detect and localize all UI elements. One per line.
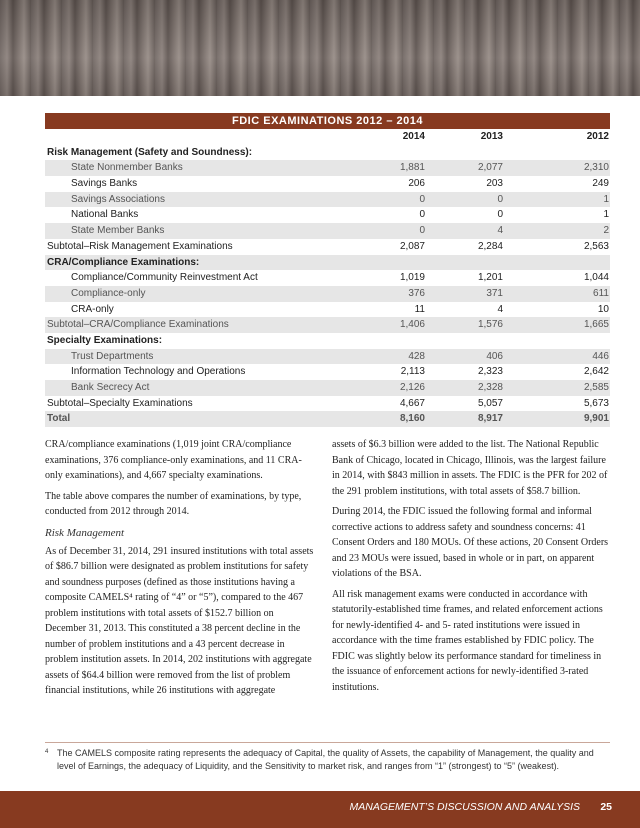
year-header: 2013	[480, 131, 503, 142]
table-row	[45, 270, 610, 286]
cell-value: 4	[497, 303, 503, 315]
cell-value: 0	[497, 193, 503, 205]
footnote-text: The CAMELS composite rating represents the adequacy of Capital, the quality of Assets, the capability of Management, the quality and level of Earnings, the adequacy of Liquidity, and the Sensitivity to market risk, and ranges from “1” (strongest) to “5” (weakest).	[57, 748, 594, 771]
cell-value: 4,667	[399, 397, 425, 409]
paragraph: assets of $6.3 billion were added to the list. The National Republic Bank of Chicago, located in Chicago, Illinois, was the largest failure in 2014, with $843 million in assets. The FDIC is the PFR for 202 of the 291 problem institutions, with total assets of $58.7 billion.	[332, 439, 608, 497]
year-header: 2012	[586, 131, 609, 142]
row-label: Subtotal–CRA/Compliance Examinations	[47, 319, 229, 331]
table-row	[45, 333, 610, 349]
paragraph: The table above compares the number of examinations, by type, conducted from 2012 through 2014.	[45, 490, 302, 517]
body-column-right	[332, 437, 610, 700]
cell-value: 611	[593, 287, 609, 299]
cell-value: 1,665	[583, 319, 609, 331]
table-row	[45, 396, 610, 412]
table-row	[45, 192, 610, 208]
cell-value: 2,087	[399, 240, 425, 252]
cell-value: 2	[603, 225, 609, 237]
cell-value: 203	[486, 178, 503, 190]
cell-value: 2,328	[477, 382, 503, 393]
footnote	[45, 747, 610, 772]
cell-value: 1,406	[399, 319, 425, 331]
row-label: National Banks	[71, 209, 139, 221]
cell-value: 2,642	[583, 366, 609, 378]
row-label: CRA/Compliance Examinations:	[47, 256, 200, 268]
row-label: Subtotal–Risk Management Examinations	[47, 240, 233, 252]
cell-value: 2,113	[400, 366, 425, 378]
cell-value: 5,057	[477, 397, 503, 409]
row-label: Trust Departments	[71, 350, 154, 362]
table-row	[45, 145, 610, 161]
cell-value: 0	[419, 193, 425, 205]
fdic-examinations-table	[45, 113, 610, 427]
table-row	[45, 223, 610, 239]
footnote-marker: 4	[45, 749, 49, 755]
cell-value: 2,585	[583, 382, 609, 393]
cell-value: 249	[592, 178, 609, 190]
cell-value: 2,077	[477, 162, 503, 174]
cell-value: 8,917	[477, 413, 503, 425]
page-footer	[0, 791, 640, 828]
cell-value: 2,126	[399, 382, 425, 393]
table-row	[45, 302, 610, 318]
table-row	[45, 239, 610, 255]
row-label: Bank Secrecy Act	[71, 382, 150, 393]
row-label: State Nonmember Banks	[71, 162, 183, 174]
table-title: FDIC EXAMINATIONS 2012 – 2014	[45, 113, 610, 129]
row-label: Savings Associations	[71, 193, 165, 205]
cell-value: 1,044	[583, 272, 609, 284]
paragraph: CRA/compliance examinations (1,019 joint CRA/compliance examinations, 376 compliance-only examinations, and 11 CRA-only examinations), and 4,667 specialty examinations.	[45, 439, 302, 481]
cell-value: 1,201	[477, 272, 503, 284]
cell-value: 0	[497, 209, 503, 221]
cell-value: 5,673	[583, 397, 609, 409]
cell-value: 2,284	[477, 240, 503, 252]
cell-value: 4	[497, 225, 503, 237]
cell-value: 1,576	[477, 319, 503, 331]
table-row	[45, 411, 610, 427]
table-body	[45, 145, 610, 427]
paragraph: During 2014, the FDIC issued the following formal and informal corrective actions to address safety and soundness concerns: 41 Consent Orders and 180 MOUs. Of these actions, 20 Consent Orders and 23 MOUs were issued, based in whole or in part, on apparent violations of the BSA.	[332, 506, 609, 579]
cell-value: 428	[408, 350, 425, 362]
row-label: Total	[47, 413, 71, 425]
cell-value: 2,563	[583, 240, 609, 252]
cell-value: 1	[603, 209, 609, 221]
table-row	[45, 255, 610, 271]
cell-value: 2,323	[477, 366, 503, 378]
cell-value: 8,160	[399, 413, 425, 425]
cell-value: 371	[486, 287, 503, 299]
table-row	[45, 364, 610, 380]
cell-value: 0	[419, 209, 425, 221]
cell-value: 0	[419, 225, 425, 237]
page-number: 25	[600, 801, 612, 813]
row-label: Specialty Examinations:	[47, 334, 163, 346]
row-label: CRA-only	[71, 303, 114, 315]
footer-section-title: MANAGEMENT’S DISCUSSION AND ANALYSIS	[349, 801, 580, 813]
row-label: State Member Banks	[71, 225, 165, 237]
table-row	[45, 286, 610, 302]
row-label: Information Technology and Operations	[71, 366, 246, 378]
cell-value: 11	[414, 303, 425, 315]
cell-value: 9,901	[583, 413, 609, 425]
cell-value: 376	[408, 287, 425, 299]
table-row	[45, 176, 610, 192]
cell-value: 1,881	[399, 162, 425, 174]
row-label: Compliance-only	[71, 287, 146, 299]
cell-value: 206	[408, 178, 425, 190]
paragraph: As of December 31, 2014, 291 insured institutions with total assets of $86.7 billion were designated as problem institutions for safety and soundness purposes (defined as those institutions having a composite CAMELS⁴ rating of “4” or “5”), compared to the 467 problem institutions with total assets of $152.7 billion on December 31, 2013. This constituted a 38 percent decline in the number of problem institutions and a 43 percent decrease in problem institution assets. In 2014, 202 institutions with aggregate assets of $64.4 billion were removed from the list of problem financial institutions, while 26 institutions with aggregate	[45, 545, 314, 696]
row-label: Risk Management (Safety and Soundness):	[47, 146, 253, 158]
table-row	[45, 160, 610, 176]
table-row	[45, 349, 610, 365]
cell-value: 1,019	[399, 272, 425, 284]
row-label: Savings Banks	[71, 178, 138, 190]
table-row	[45, 317, 610, 333]
cell-value: 1	[603, 193, 609, 205]
row-label: Compliance/Community Reinvestment Act	[71, 272, 258, 284]
cell-value: 406	[486, 350, 503, 362]
table-row	[45, 207, 610, 223]
table-header-row	[45, 129, 610, 145]
table-row	[45, 380, 610, 396]
cell-value: 446	[592, 350, 609, 362]
year-header: 2014	[402, 131, 425, 142]
cell-value: 10	[597, 303, 609, 315]
section-heading: Risk Management	[45, 526, 125, 539]
cell-value: 2,310	[583, 162, 609, 174]
footnote-divider	[45, 742, 610, 743]
paragraph: All risk management exams were conducted in accordance with statutorily-established time frames, and related enforcement actions for newly-identified 4- and 5- rated institutions were issued in accordance with the time frames established by FDIC policy. The FDIC was slightly below its performance standard for timeliness in the issuance of enforcement actions for newly-identified 3-rated institutions.	[332, 588, 603, 693]
row-label: Subtotal–Specialty Examinations	[47, 397, 193, 409]
body-column-left	[45, 437, 317, 704]
header-banner-image	[0, 0, 640, 96]
